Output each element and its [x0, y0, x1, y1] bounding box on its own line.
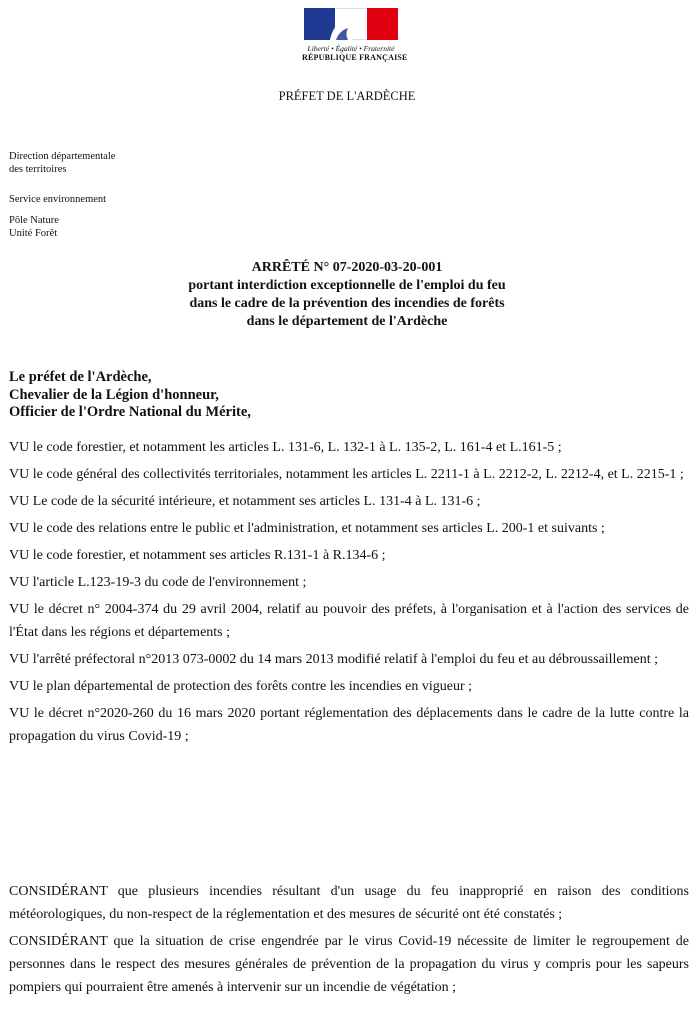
- decree-subject: portant interdiction exceptionnelle de l'emploi du feu: [188, 278, 506, 293]
- decree-subject: dans le cadre de la prévention des incendies de forêts: [189, 296, 505, 311]
- visa-item: VU le décret n° 2004-374 du 29 avril 2004, relatif au pouvoir des préfets, à l'organisation et à l'action des services de l'État dans les régions et départements ;: [9, 602, 689, 640]
- visa-item: VU le code forestier, et notamment les articles L. 131-6, L. 132-1 à L. 135-2, L. 161-4 et L.161-5 ;: [9, 440, 562, 455]
- visa-item: VU l'article L.123-19-3 du code de l'environnement ;: [9, 575, 307, 590]
- prefet-heading: PRÉFET DE L'ARDÈCHE: [278, 89, 416, 103]
- decree-title: [0, 259, 694, 331]
- service-label: Service environnement: [9, 194, 107, 205]
- prefect-titles: [9, 369, 251, 422]
- direction-line: Direction départementale: [9, 151, 116, 162]
- motto: Liberté • Égalité • Fraternité: [307, 44, 395, 53]
- direction-block: [9, 150, 115, 176]
- decree-number: ARRÊTÉ N° 07-2020-03-20-001: [251, 260, 443, 275]
- visas-list: [9, 436, 689, 752]
- direction-line: des territoires: [9, 164, 67, 175]
- prefect-line: Le préfet de l'Ardèche,: [9, 369, 152, 385]
- visa-item: VU l'arrêté préfectoral n°2013 073-0002 du 14 mars 2013 modifié relatif à l'emploi du feu et au débroussaillement ;: [9, 652, 659, 667]
- visa-item: VU le décret n°2020-260 du 16 mars 2020 portant réglementation des déplacements dans le cadre de la lutte contre la propagation du virus Covid-19 ;: [9, 706, 689, 744]
- considerant-item: CONSIDÉRANT que la situation de crise engendrée par le virus Covid-19 nécessite de limiter le regroupement de personnes dans le respect des mesures générales de prévention de la propagation du virus y compris pour les sapeurs pompiers qui pourraient être amenés à intervenir sur un incendie de végétation ;: [9, 934, 689, 995]
- decree-subject: dans le département de l'Ardèche: [246, 314, 448, 329]
- considerant-item: CONSIDÉRANT que plusieurs incendies résultant d'un usage du feu inapproprié en raison des conditions météorologiques, du non-respect de la réglementation et des mesures de sécurité ont été constatés ;: [9, 884, 689, 922]
- republic-label: RÉPUBLIQUE FRANÇAISE: [302, 53, 408, 62]
- considerants-list: [9, 880, 689, 1003]
- visa-item: VU le code général des collectivités territoriales, notamment les articles L. 2211-1 à L. 2212-2, L. 2212-4, et L. 2215-1 ;: [9, 467, 684, 482]
- prefect-line: Officier de l'Ordre National du Mérite,: [9, 404, 251, 420]
- marianne-logo: [302, 8, 408, 62]
- unite-label: Unité Forêt: [9, 228, 58, 239]
- french-flag-icon: [304, 8, 398, 40]
- visa-item: VU Le code de la sécurité intérieure, et notamment ses articles L. 131-4 à L. 131-6 ;: [9, 494, 481, 509]
- visa-item: VU le plan départemental de protection des forêts contre les incendies en vigueur ;: [9, 679, 472, 694]
- visa-item: VU le code des relations entre le public et l'administration, et notamment ses articles L. 200-1 et suivants ;: [9, 521, 605, 536]
- pole-block: [9, 214, 59, 240]
- pole-label: Pôle Nature: [9, 215, 59, 226]
- visa-item: VU le code forestier, et notamment ses articles R.131-1 à R.134-6 ;: [9, 548, 386, 563]
- prefect-line: Chevalier de la Légion d'honneur,: [9, 386, 219, 403]
